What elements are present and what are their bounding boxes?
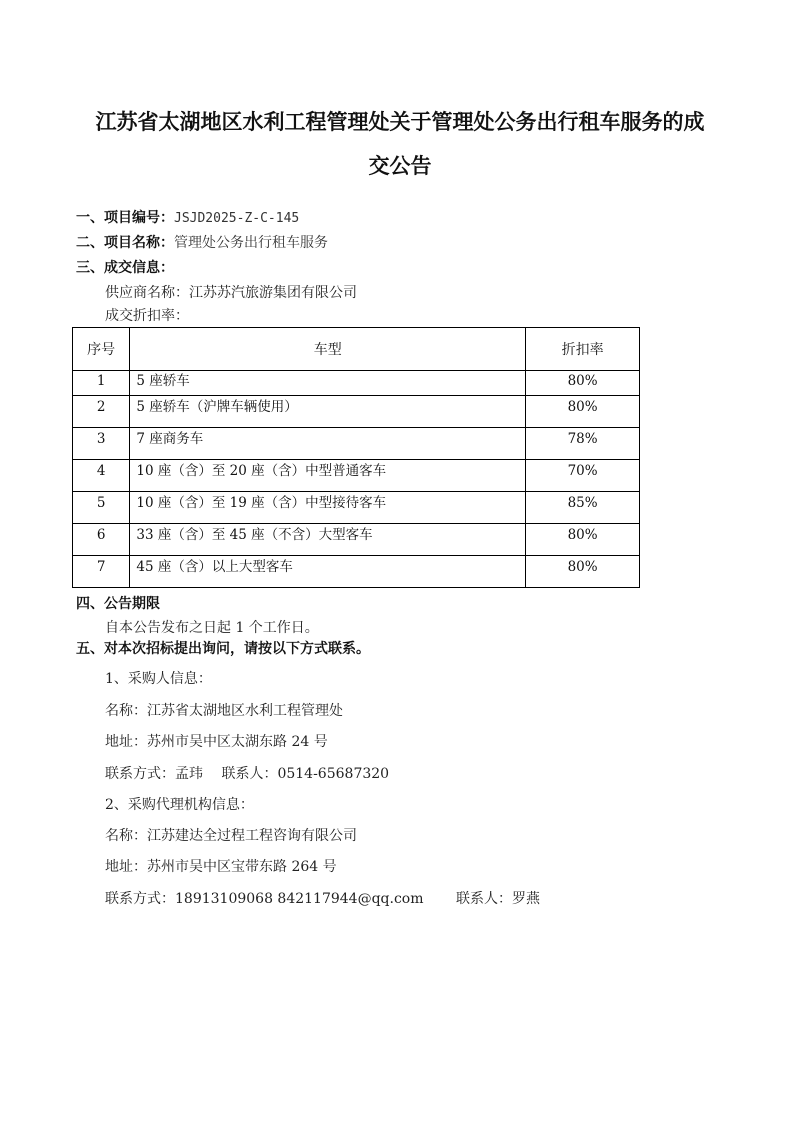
supplier-name: 供应商名称：江苏苏汽旅游集团有限公司	[105, 285, 357, 301]
project-number-heading: 一、项目编号：	[76, 210, 174, 226]
row-no: 1	[73, 371, 130, 396]
notice-period-body: 自本公告发布之日起 1 个工作日。	[105, 620, 319, 636]
discount-table	[72, 327, 640, 588]
project-name-heading: 二、项目名称：	[76, 235, 174, 251]
purchaser-address: 地址：苏州市吴中区太湖东路 24 号	[105, 734, 328, 750]
deal-info-heading: 三、成交信息：	[76, 260, 174, 276]
table-row	[73, 460, 640, 492]
project-number-row	[76, 208, 299, 229]
row-no: 3	[73, 428, 130, 460]
row-rate: 80%	[526, 371, 640, 396]
agency-contact: 联系方式：18913109068 842117944@qq.com 联系人：罗燕	[105, 891, 540, 907]
table-row	[73, 371, 640, 396]
header-type: 车型	[130, 328, 526, 371]
row-no: 2	[73, 396, 130, 428]
row-no: 6	[73, 524, 130, 556]
row-type: 45 座（含）以上大型客车	[130, 556, 526, 588]
row-rate: 85%	[526, 492, 640, 524]
document-title	[60, 100, 740, 188]
row-type: 5 座轿车（沪牌车辆使用）	[130, 396, 526, 428]
header-no: 序号	[73, 328, 130, 371]
header-rate: 折扣率	[526, 328, 640, 371]
table-row	[73, 396, 640, 428]
row-rate: 70%	[526, 460, 640, 492]
row-rate: 78%	[526, 428, 640, 460]
row-type: 10 座（含）至 20 座（含）中型普通客车	[130, 460, 526, 492]
discount-label: 成交折扣率：	[105, 308, 189, 324]
row-type: 33 座（含）至 45 座（不含）大型客车	[130, 524, 526, 556]
row-type: 5 座轿车	[130, 371, 526, 396]
project-name-row	[76, 233, 328, 253]
row-no: 5	[73, 492, 130, 524]
notice-period-heading: 四、公告期限	[76, 596, 160, 612]
agency-name: 名称：江苏建达全过程工程咨询有限公司	[105, 828, 357, 844]
purchaser-contact: 联系方式：孟玮 联系人：0514-65687320	[105, 766, 390, 782]
row-rate: 80%	[526, 524, 640, 556]
inquiry-heading: 五、对本次招标提出询问，请按以下方式联系。	[76, 641, 370, 657]
title-line-2: 交公告	[368, 154, 432, 178]
row-no: 4	[73, 460, 130, 492]
table-row	[73, 492, 640, 524]
agency-address: 地址：苏州市吴中区宝带东路 264 号	[105, 859, 337, 875]
project-name-value: 管理处公务出行租车服务	[174, 235, 328, 251]
table-row	[73, 428, 640, 460]
row-type: 10 座（含）至 19 座（含）中型接待客车	[130, 492, 526, 524]
row-no: 7	[73, 556, 130, 588]
inquiry-row	[76, 639, 370, 659]
row-rate: 80%	[526, 556, 640, 588]
row-type: 7 座商务车	[130, 428, 526, 460]
title-line-1: 江苏省太湖地区水利工程管理处关于管理处公务出行租车服务的成	[95, 110, 705, 134]
table-row	[73, 524, 640, 556]
table-header-row	[73, 328, 640, 371]
purchaser-name: 名称：江苏省太湖地区水利工程管理处	[105, 703, 343, 719]
table-row	[73, 556, 640, 588]
notice-period-row	[76, 594, 160, 614]
row-rate: 80%	[526, 396, 640, 428]
purchaser-heading: 1、采购人信息：	[105, 671, 212, 687]
agency-heading: 2、采购代理机构信息：	[105, 797, 254, 813]
project-number-value: JSJD2025-Z-C-145	[174, 211, 300, 226]
deal-info-row	[76, 258, 174, 278]
